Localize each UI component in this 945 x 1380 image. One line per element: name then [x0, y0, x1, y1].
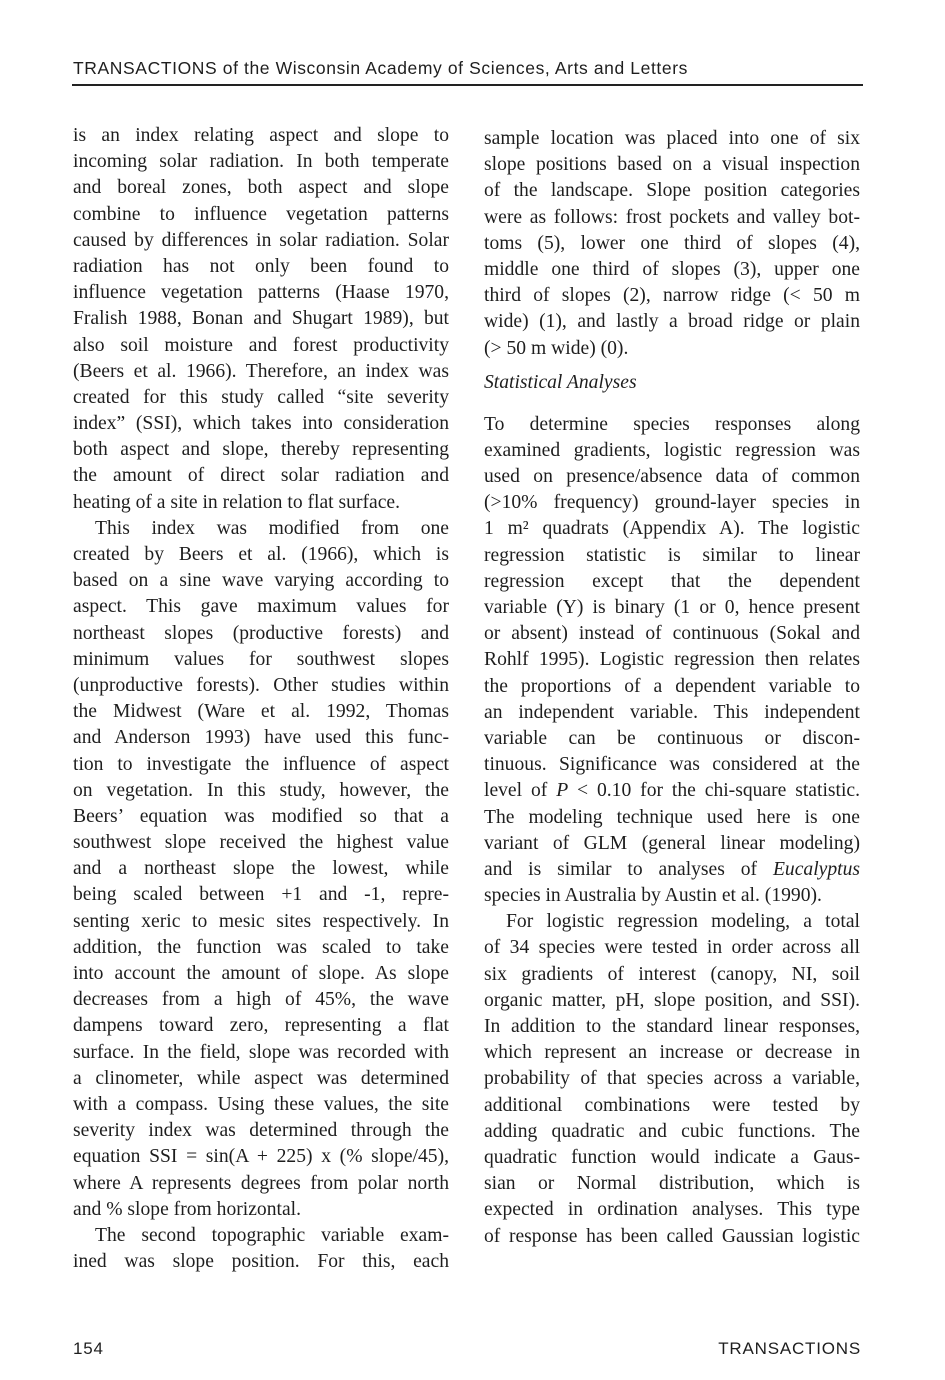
text-line: also soil moisture and forest productivity	[73, 334, 449, 356]
text-line: both aspect and slope, thereby representing	[73, 439, 449, 461]
paragraph	[73, 1223, 449, 1275]
text-line: influence vegetation patterns (Haase 1970,	[73, 282, 449, 304]
text-line: caused by differences in solar radiation. Solar	[73, 229, 449, 251]
text-line: third of slopes (2), narrow ridge (< 50 m	[484, 285, 860, 307]
text-line: southwest slope received the highest value	[73, 832, 449, 854]
paragraph	[484, 412, 860, 910]
italic-term: P	[556, 780, 569, 802]
text-line: decreases from a high of 45%, the wave	[73, 989, 449, 1011]
text-line: This index was modified from one	[95, 517, 449, 539]
text-line: The second topographic variable exam-	[95, 1224, 449, 1246]
text-line: tinuous. Significance was considered at the	[484, 754, 860, 776]
text-line: Rohlf 1995). Logistic regression then relates	[484, 649, 860, 671]
section-heading: Statistical Analyses	[484, 371, 637, 393]
text-line: (Beers et al. 1966). Therefore, an index was	[73, 360, 449, 382]
text-line: middle one third of slopes (3), upper one	[484, 258, 860, 280]
text-line: equation SSI = sin(A + 225) x (% slope/45),	[73, 1146, 449, 1168]
text-line: the amount of direct solar radiation and	[73, 465, 449, 487]
text-line: used on presence/absence data of common	[484, 466, 860, 488]
paragraph	[484, 909, 860, 1249]
text-line	[484, 778, 860, 804]
text-line: an independent variable. This independent	[484, 701, 860, 723]
paragraph	[73, 516, 449, 1223]
text-line: sian or Normal distribution, which is	[484, 1173, 860, 1195]
text-line: regression except that the dependent	[484, 570, 860, 592]
text-line: expected in ordination analyses. This type	[484, 1199, 860, 1221]
page-number: 154	[73, 1339, 104, 1358]
text-line: probability of that species across a variable,	[484, 1068, 860, 1090]
text-line: or absent) instead of continuous (Sokal and	[484, 623, 860, 645]
text-line: combine to influence vegetation patterns	[73, 203, 449, 225]
text-line: a clinometer, while aspect was determined	[73, 1067, 449, 1089]
text-line: and % slope from horizontal.	[73, 1198, 301, 1220]
text-line: on vegetation. In this study, however, the	[73, 779, 449, 801]
text-line: wide) (1), and lastly a broad ridge or plain	[484, 311, 860, 333]
text-line: minimum values for southwest slopes	[73, 648, 449, 670]
left-column	[73, 123, 449, 1275]
text-line: In addition to the standard linear responses,	[484, 1016, 860, 1037]
text-line: additional combinations were tested by	[484, 1094, 860, 1116]
text-line: examined gradients, logistic regression was	[484, 439, 860, 461]
text-line: variable can be continuous or discon-	[484, 727, 860, 749]
text-line: To determine species responses along	[484, 413, 860, 435]
text-line: aspect. This gave maximum values for	[73, 596, 449, 618]
text-line: based on a sine wave varying according to	[73, 570, 449, 592]
text-line: northeast slopes (productive forests) and	[73, 622, 449, 644]
text-line: (> 50 m wide) (0).	[484, 337, 629, 359]
italic-term: Eucalyptus	[772, 858, 860, 880]
text-line: senting xeric to mesic sites respectively. In	[73, 910, 449, 932]
text-line: being scaled between +1 and -1, repre-	[73, 884, 449, 906]
text-line: index” (SSI), which takes into consideration	[73, 413, 449, 435]
header-rule	[72, 84, 863, 86]
text-line: adding quadratic and cubic functions. The	[484, 1120, 860, 1142]
text-line: of response has been called Gaussian logistic	[484, 1225, 860, 1247]
text-line: ined was slope position. For this, each	[73, 1251, 449, 1273]
running-header: TRANSACTIONS of the Wisconsin Academy of Sciences, Arts and Letters	[73, 58, 689, 78]
text-line: is an index relating aspect and slope to	[73, 125, 449, 146]
text-line: severity index was determined through the	[73, 1120, 449, 1142]
paragraph	[484, 126, 860, 362]
text-line: created by Beers et al. (1966), which is	[73, 544, 449, 565]
text-line: which represent an increase or decrease in	[484, 1042, 860, 1064]
text-line: the proportions of a dependent variable to	[484, 675, 860, 697]
text-line: where A represents degrees from polar north	[73, 1172, 449, 1194]
text-line: heating of a site in relation to flat surface.	[73, 491, 400, 513]
text-line: surface. In the field, slope was recorded with	[73, 1041, 449, 1063]
text-line: with a compass. Using these values, the site	[73, 1093, 449, 1115]
text-line: and Anderson 1993) have used this func-	[73, 727, 449, 749]
text-line: For logistic regression modeling, a total	[506, 911, 860, 933]
right-column	[484, 126, 860, 1250]
text-line: were as follows: frost pockets and valley bot-	[484, 206, 860, 228]
text-line: toms (5), lower one third of slopes (4),	[484, 232, 860, 254]
text-line: and a northeast slope the lowest, while	[73, 858, 449, 880]
text-line: of 34 species were tested in order across all	[484, 937, 860, 959]
footer-journal-title: TRANSACTIONS	[718, 1339, 861, 1358]
text-segment: and is similar to analyses of	[484, 858, 773, 880]
text-line: variable (Y) is binary (1 or 0, hence present	[484, 597, 860, 618]
text-line: addition, the function was scaled to take	[73, 936, 449, 958]
text-line: 1 m² quadrats (Appendix A). The logistic	[484, 518, 860, 540]
text-segment: < 0.10 for the chi-square statistic.	[568, 780, 860, 802]
text-line: tion to investigate the influence of aspect	[73, 753, 449, 775]
text-line: of the landscape. Slope position categories	[484, 180, 860, 202]
text-line: species in Australia by Austin et al. (1990).	[484, 885, 822, 907]
text-line: (>10% frequency) ground-layer species in	[484, 492, 860, 514]
text-line: incoming solar radiation. In both temperate	[73, 151, 449, 173]
text-line: created for this study called “site severity	[73, 386, 449, 408]
text-line: (unproductive forests). Other studies within	[73, 674, 449, 696]
text-line: regression statistic is similar to linear	[484, 544, 860, 566]
text-line: quadratic function would indicate a Gaus-	[484, 1146, 860, 1168]
text-line	[484, 857, 860, 883]
text-line: organic matter, pH, slope position, and SSI).	[484, 989, 860, 1011]
text-line: slope positions based on a visual inspection	[484, 154, 860, 176]
text-line: The modeling technique used here is one	[484, 806, 860, 828]
text-line: and boreal zones, both aspect and slope	[73, 177, 449, 199]
text-segment: level of	[484, 780, 557, 802]
text-line: dampens toward zero, representing a flat	[73, 1015, 449, 1037]
text-line: variant of GLM (general linear modeling)	[484, 832, 860, 854]
text-line: the Midwest (Ware et al. 1992, Thomas	[73, 701, 449, 723]
text-line: Fralish 1988, Bonan and Shugart 1989), but	[73, 308, 449, 330]
text-line: six gradients of interest (canopy, NI, soil	[484, 963, 860, 985]
text-line: sample location was placed into one of six	[484, 128, 860, 149]
text-line: Beers’ equation was modified so that a	[73, 805, 449, 827]
paragraph	[73, 123, 449, 516]
text-line: radiation has not only been found to	[73, 255, 449, 277]
text-line: into account the amount of slope. As slope	[73, 963, 449, 984]
